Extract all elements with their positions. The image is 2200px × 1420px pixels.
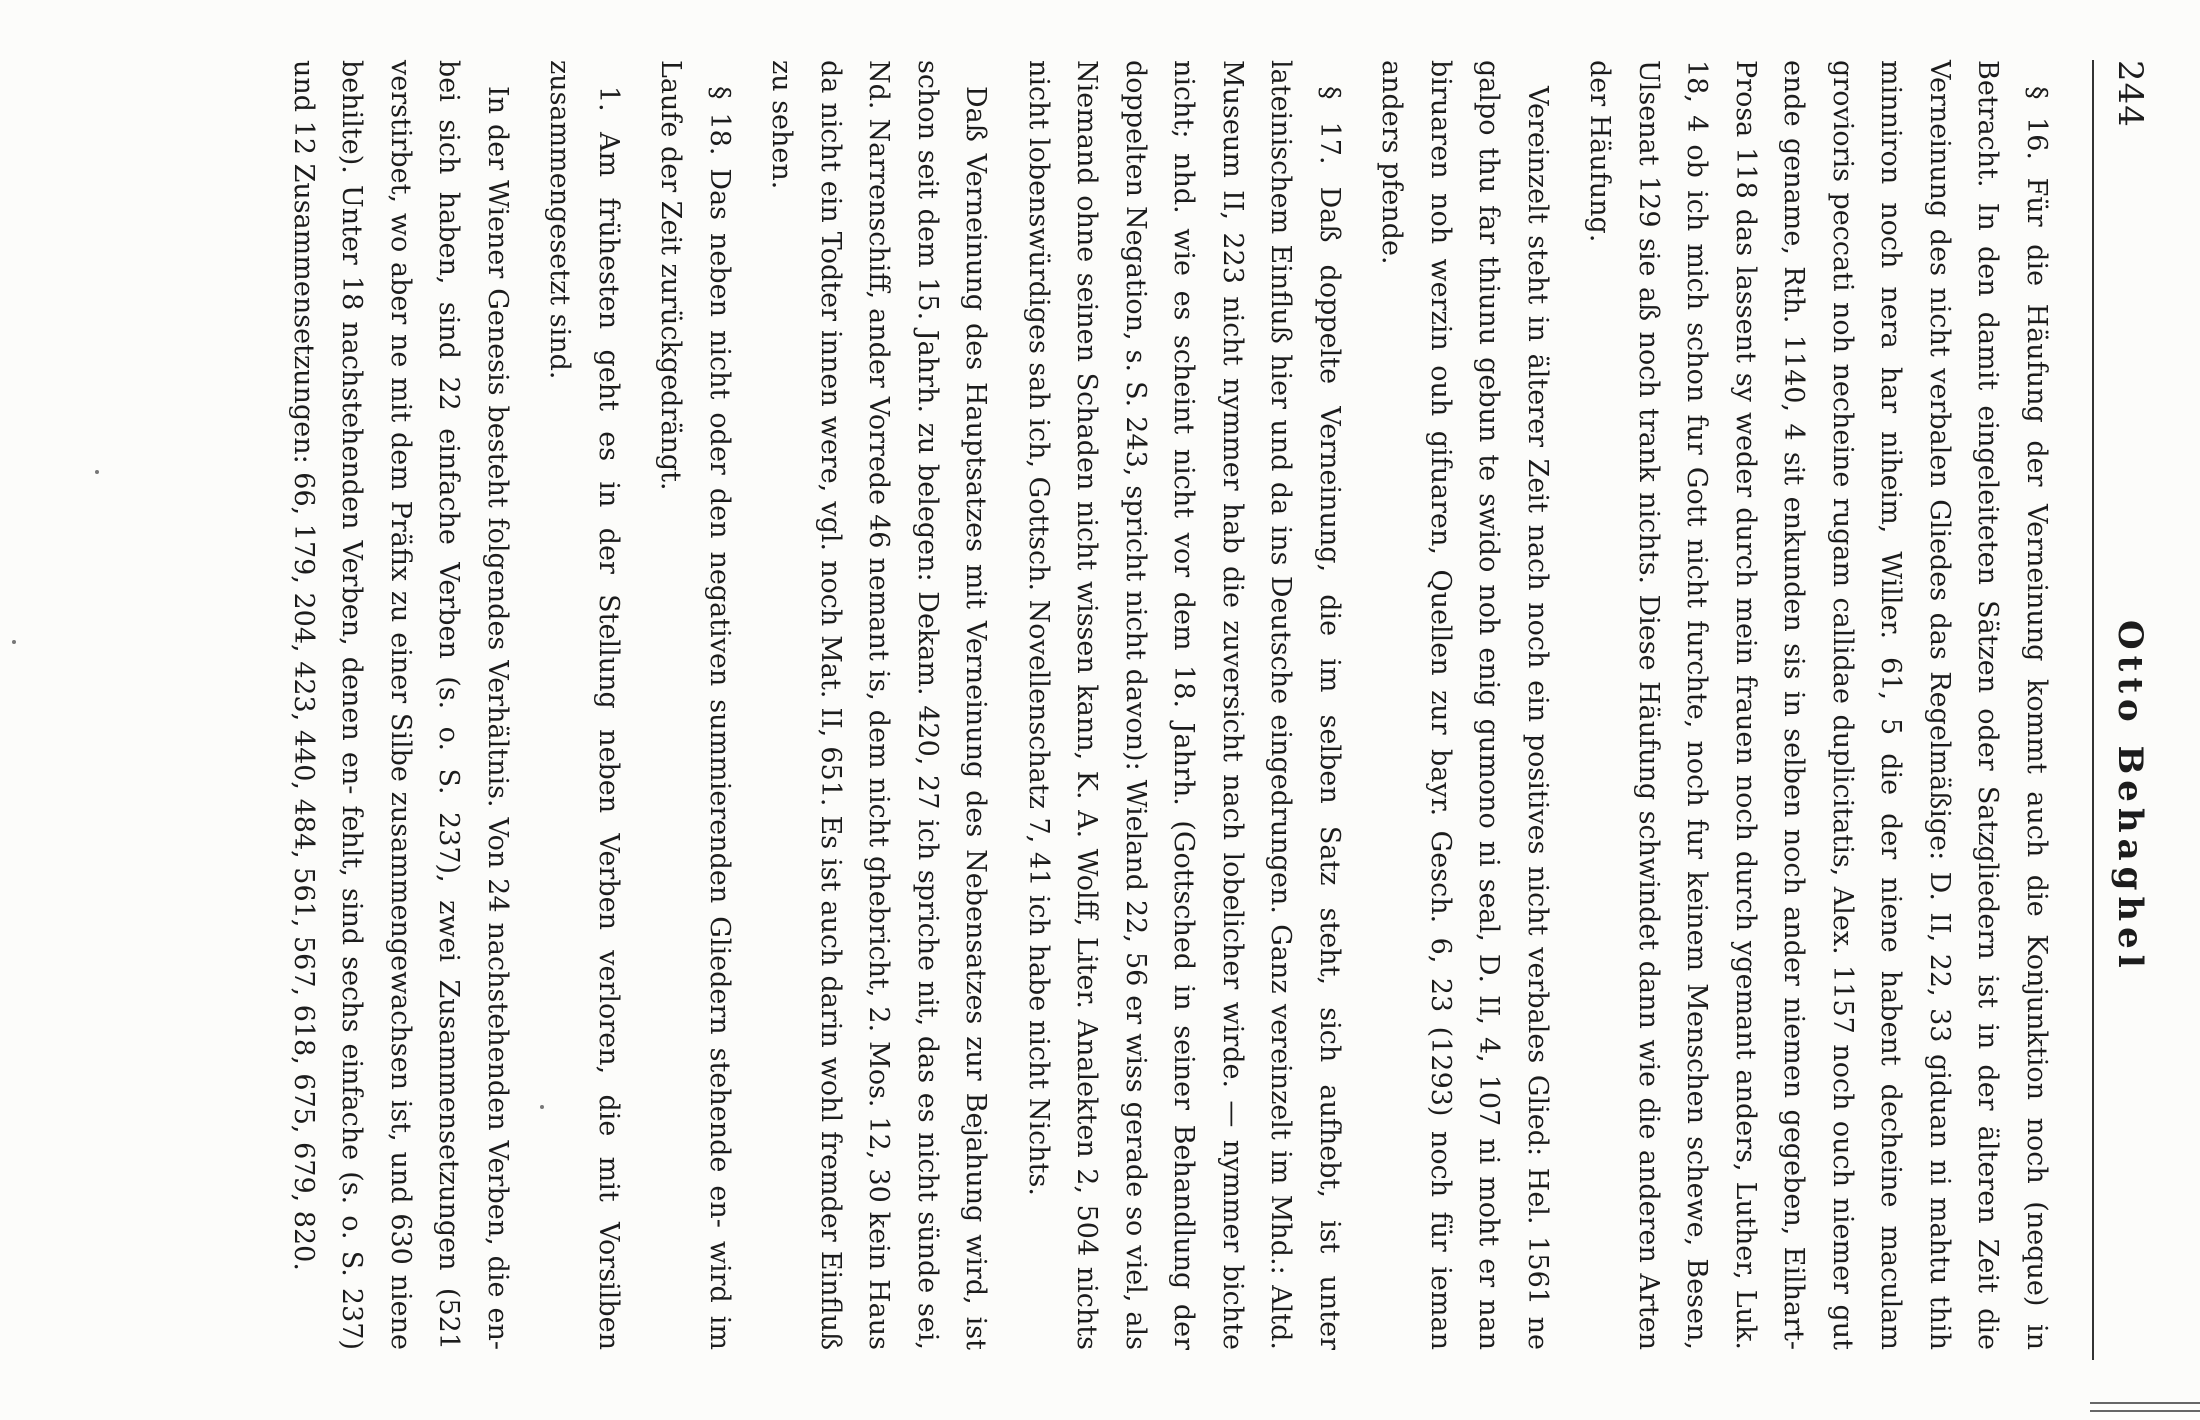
page-body [265,60,2061,1350]
paragraph-section-17-note: Daß Verneinung des Hauptsatzes mit Verneinung des Nebensatzes zur Bejahung wird, ist schon seit dem 15. Jahrh. zu belegen: Dekam. 420, 27 ich spriche nit, das es nicht sünde sei, Nd. Narrenschiff, ander Vorrede 46 nemant is, dem nicht ghebricht, 2. Mos. 12, 30 kein Haus da nicht ein Todter innen were, vgl. noch Mat. II, 651. Es ist auch darin wohl fremder Einfluß zu sehen. [766,60,992,1350]
scan-edge-line [2090,1410,2200,1412]
paragraph-section-18-point-1: 1. Am frühesten geht es in der Stellung neben Verben verloren, die mit Vorsilben zusammengesetzt sind. [544,60,624,1350]
scan-edge-line [2090,1402,2200,1404]
paragraph-section-17: § 17. Daß doppelte Verneinung, die im selben Satz steht, sich aufhebt, ist unter lateinischem Einfluß hier und da ins Deutsche eingedrungen. Ganz vereinzelt im Mhd.: Altd. Museum II, 223 nicht nymmer hab die zuversicht nach lobelicher wirde. — nymmer bichte nicht; nhd. wie es scheint nicht vor dem 18. Jahrh. (Gottsched in seiner Behandlung der doppelten Negation, s. S. 243, spricht nicht davon): Wieland 22, 56 er wiss gerade so viel, als Niemand ohne seinen Schaden nicht wissen kann, K. A. Wolff, Liter. Analekten 2, 504 nichts nicht lobenswürdiges sah ich, Gottsch. Novellenschatz 7, 41 ich habe nicht Nichts. [1023,60,1345,1350]
paragraph-section-16: § 16. Für die Häufung der Verneinung kommt auch die Konjunktion noch (neque) in Betracht. In den damit eingeleiteten Sätzen oder Satzgliedern ist in der älteren Zeit die Verneinung des nicht verbalen Gliedes das Regelmäßige: D. II, 22, 33 giduan ni mahtu thih minniron noch nera har niheim, Willer. 61, 5 die der niene habent decheine maculam grovioris peccati noh necheine rugam callidae duplicitatis, Alex. 1157 noch ouch niemer gut ende gename, Rth. 1140, 4 sit enkunden sis in selben noch ander niemen gegeben, Eilhart-Prosa 118 das lassent sy weder durch mein frauen noch durch ygemant anders, Luther, Luk. 18, 4 ob ich mich schon fur Gott nicht furchte, noch fur keinem Menschen schewe, Besen, Ulsenat 129 sie aß noch trank nichts. Diese Häufung schwindet dann wie die anderen Arten der Häufung. [1584,60,2052,1350]
scan-speck [12,640,16,644]
paragraph-section-18-wiener-genesis: In der Wiener Genesis besteht folgendes Verhältnis. Von 24 nachstehenden Verben, die en- bei sich haben, sind 22 einfache Verben (s. o. S. 237), zwei Zusammensetzungen (521 verstirbet, wo aber ne mit dem Präfix zu einer Silbe zusammengewachsen ist, und 630 niene behilte). Unter 18 nachstehenden Verben, denen en- fehlt, sind sechs einfache (s. o. S. 237) und 12 Zusammensetzungen: 66, 179, 204, 423, 440, 484, 561, 567, 618, 675, 679, 820. [288,60,513,1350]
running-head: Otto Behaghel [2110,620,2150,974]
page-header [2104,60,2150,1360]
scan-speck [540,1105,544,1109]
paragraph-section-16-note: Vereinzelt steht in älterer Zeit nach noch ein positives nicht verbales Glied: Hel. 1561 ne galpo thu far thiunu gebun te swido noh enig gumono ni seal, D. II, 4, 107 ni moht er nan biruaren noh werzin ouh gifuaren, Quellen zur bayr. Gesch. 6, 23 (1293) noch für ieman anders pfende. [1376,60,1553,1350]
paragraph-section-18: § 18. Das neben nicht oder den negativen summierenden Gliedern stehende en- wird im Laufe der Zeit zurückgedrängt. [655,60,735,1350]
header-rule [2092,60,2094,1360]
page-number: 244 [2110,60,2150,128]
scan-speck [95,470,99,474]
